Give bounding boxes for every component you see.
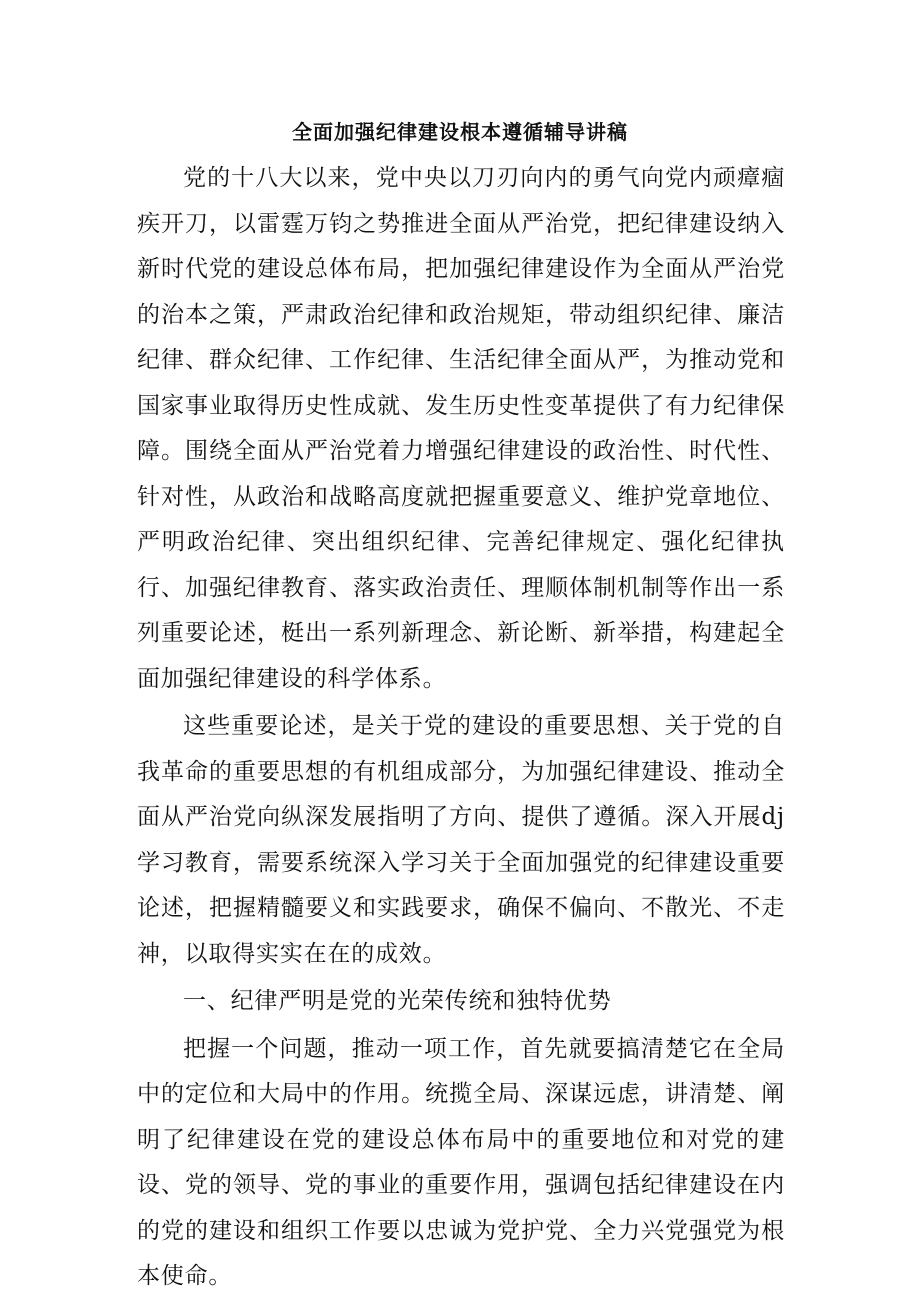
- document-title: 全面加强纪律建设根本遵循辅导讲稿: [292, 120, 628, 144]
- paragraph-1: 党的十八大以来，党中央以刀刃向内的勇气向党内顽瘴痼疾开刀，以雷霆万钧之势推进全面从严治党，把纪律建设纳入新时代党的建设总体布局，把加强纪律建设作为全面从严治党的治本之策，严肃政治纪律和政治规矩，带动组织纪律、廉洁纪律、群众纪律、工作纪律、生活纪律全面从严，为推动党和国家事业取得历史性成就、发生历史性变革提供了有力纪律保障。围绕全面从严治党着力增强纪律建设的政治性、时代性、针对性，从政治和战略高度就把握重要意义、维护党章地位、严明政治纪律、突出组织纪律、完善纪律规定、强化纪律执行、加强纪律教育、落实政治责任、理顺体制机制等作出一系列重要论述，梃出一系列新理念、新论断、新举措，构建起全面加强纪律建设的科学体系。: [137, 165, 785, 692]
- paragraph-3: 把握一个问题，推动一项工作，首先就要搞清楚它在全局中的定位和大局中的作用。统揽全局、深谋远虑，讲清楚、阐明了纪律建设在党的建设总体布局中的重要地位和对党的建设、党的领导、党的事业的重要作用，强调包括纪律建设在内的党的建设和组织工作要以忠诚为党护党、全力兴党强党为根本使命。: [137, 1035, 785, 1289]
- section-heading-1: 一、纪律严明是党的光荣传统和独特优势: [183, 988, 612, 1014]
- paragraph-2: 这些重要论述，是关于党的建设的重要思想、关于党的自我革命的重要思想的有机组成部分，为加强纪律建设、推动全面从严治党向纵深发展指明了方向、提供了遵循。深入开展dj学习教育，需要系统深入学习关于全面加强党的纪律建设重要论述，把握精髓要义和实践要求，确保不偏向、不散光、不走神，以取得实实在在的成效。: [137, 713, 785, 967]
- document-body: [137, 156, 785, 1300]
